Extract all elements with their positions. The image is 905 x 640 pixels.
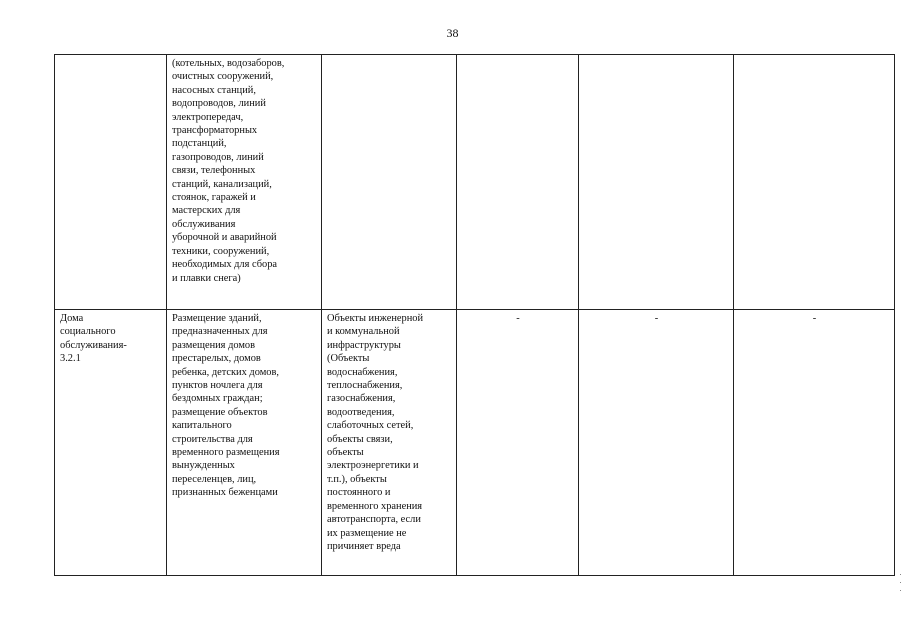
page-number: 38 (446, 26, 459, 40)
regulations-table (54, 54, 895, 576)
table-row (55, 55, 895, 310)
table-cell-parameter: - (579, 310, 734, 576)
table-cell-zone-name: Дома социального обслуживания- 3.2.1 (55, 310, 167, 576)
scan-speck (900, 590, 901, 591)
scan-speck (900, 582, 901, 583)
table-cell-permitted-use-description: (котельных, водозаборов, очистных сооружений, насосных станций, водопроводов, линий электропередач, трансформаторных подстанций, газопроводов, линий связи, телефонных станций, канализаций, стоянок, гаражей и мастерских для обслуживания уборочной и аварийной техники, сооружений, необходимых для сбора и плавки снега) (167, 55, 322, 310)
table-cell-auxiliary-use (322, 55, 457, 310)
table-cell-permitted-use-description: Размещение зданий, предназначенных для размещения домов престарелых, домов ребенка, детских домов, пунктов ночлега для бездомных граждан; размещение объектов капитального строительства для временного размещения вынужденных переселенцев, лиц, признанных беженцами (167, 310, 322, 576)
table-row (55, 310, 895, 576)
table-cell-parameter: - (457, 310, 579, 576)
table-cell-parameter (579, 55, 734, 310)
table-cell-parameter: - (734, 310, 895, 576)
table-cell-parameter (457, 55, 579, 310)
table-cell-parameter (734, 55, 895, 310)
table-cell-zone-name (55, 55, 167, 310)
table-cell-auxiliary-use: Объекты инженерной и коммунальной инфраструктуры (Объекты водоснабжения, теплоснабжения, газоснабжения, водоотведения, слаботочных сетей, объекты связи, объекты электроэнергетики и т.п.), объекты постоянного и временного хранения автотранспорта, если их размещение не причиняет вреда (322, 310, 457, 576)
scan-speck (900, 574, 901, 575)
